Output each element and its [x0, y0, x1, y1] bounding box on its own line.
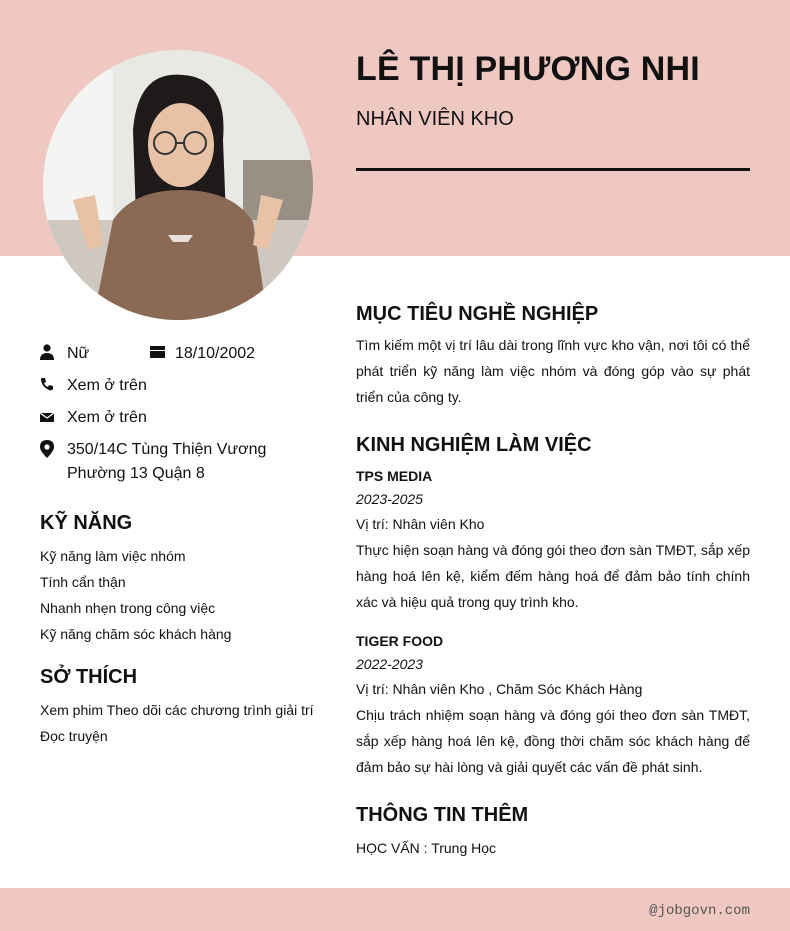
candidate-name: LÊ THỊ PHƯƠNG NHI [356, 50, 700, 88]
skill-item: Nhanh nhẹn trong công việc [40, 600, 216, 616]
phone-value: Xem ở trên [67, 377, 147, 394]
person-icon [40, 344, 54, 360]
address-row [40, 438, 266, 486]
calendar-icon [150, 344, 165, 360]
job-position: Vị trí: Nhân viên Kho , Chăm Sóc Khách Hàng [356, 681, 643, 697]
skill-item: Kỹ năng làm việc nhóm [40, 548, 186, 564]
address-value [67, 438, 266, 486]
address-line-2: Phường 13 Quận 8 [67, 465, 205, 482]
experience-heading: KINH NGHIỆM LÀM VIỆC [356, 434, 592, 456]
job-company: TIGER FOOD [356, 633, 444, 649]
job-description: Thực hiện soạn hàng và đóng gói theo đơn sàn TMĐT, sắp xếp hàng hoá lên kệ, kiểm đếm hàng hoá để đảm bảo tính chính xác và hiệu quả trong quy trình kho. [356, 542, 750, 610]
address-line-1: 350/14C Tùng Thiện Vương [67, 441, 267, 458]
job-description: Chịu trách nhiệm soạn hàng và đóng gói theo đơn sàn TMĐT, sắp xếp hàng hoá lên kệ, đồng thời chăm sóc khách hàng để đảm bảo sự hài lòng và giải quyết các vấn đề phát sinh. [356, 707, 750, 775]
job-period: 2023-2025 [356, 491, 423, 507]
map-pin-icon [40, 440, 54, 456]
skill-item: Kỹ năng chăm sóc khách hàng [40, 626, 232, 642]
additional-info-heading: THÔNG TIN THÊM [356, 804, 529, 826]
phone-icon [40, 376, 54, 392]
site-watermark: @jobgovn.com [649, 903, 750, 919]
job-period: 2022-2023 [356, 656, 423, 672]
objective-text: Tìm kiếm một vị trí lâu dài trong lĩnh vực kho vận, nơi tôi có thể phát triển kỹ năng làm việc nhóm và đóng góp vào sự phát triển của công ty. [356, 337, 750, 405]
job-position: Vị trí: Nhân viên Kho [356, 516, 485, 532]
skills-list [40, 543, 231, 647]
birthdate-row [150, 342, 255, 366]
email-value: Xem ở trên [67, 409, 147, 426]
objective-heading: MỤC TIÊU NGHỀ NGHIỆP [356, 303, 599, 325]
profile-photo [43, 50, 313, 320]
birthdate-value: 18/10/2002 [175, 345, 256, 362]
hobby-item: Xem phim Theo dõi các chương trình giải trí [40, 702, 314, 718]
hobbies-list [40, 697, 314, 749]
job-title: NHÂN VIÊN KHO [356, 108, 514, 130]
skills-heading: KỸ NĂNG [40, 512, 133, 534]
hobby-item: Đọc truyện [40, 728, 108, 744]
gender-value: Nữ [67, 345, 90, 362]
skill-item: Tính cẩn thận [40, 574, 126, 590]
envelope-icon [40, 408, 54, 424]
job-company: TPS MEDIA [356, 468, 433, 484]
education-value: HỌC VẤN : Trung Học [356, 840, 497, 856]
profile-photo-illustration [43, 50, 313, 320]
header-divider [356, 168, 750, 171]
hobbies-heading: SỞ THÍCH [40, 666, 138, 688]
phone-row [40, 374, 147, 398]
gender-row [40, 342, 89, 366]
email-row [40, 406, 147, 430]
